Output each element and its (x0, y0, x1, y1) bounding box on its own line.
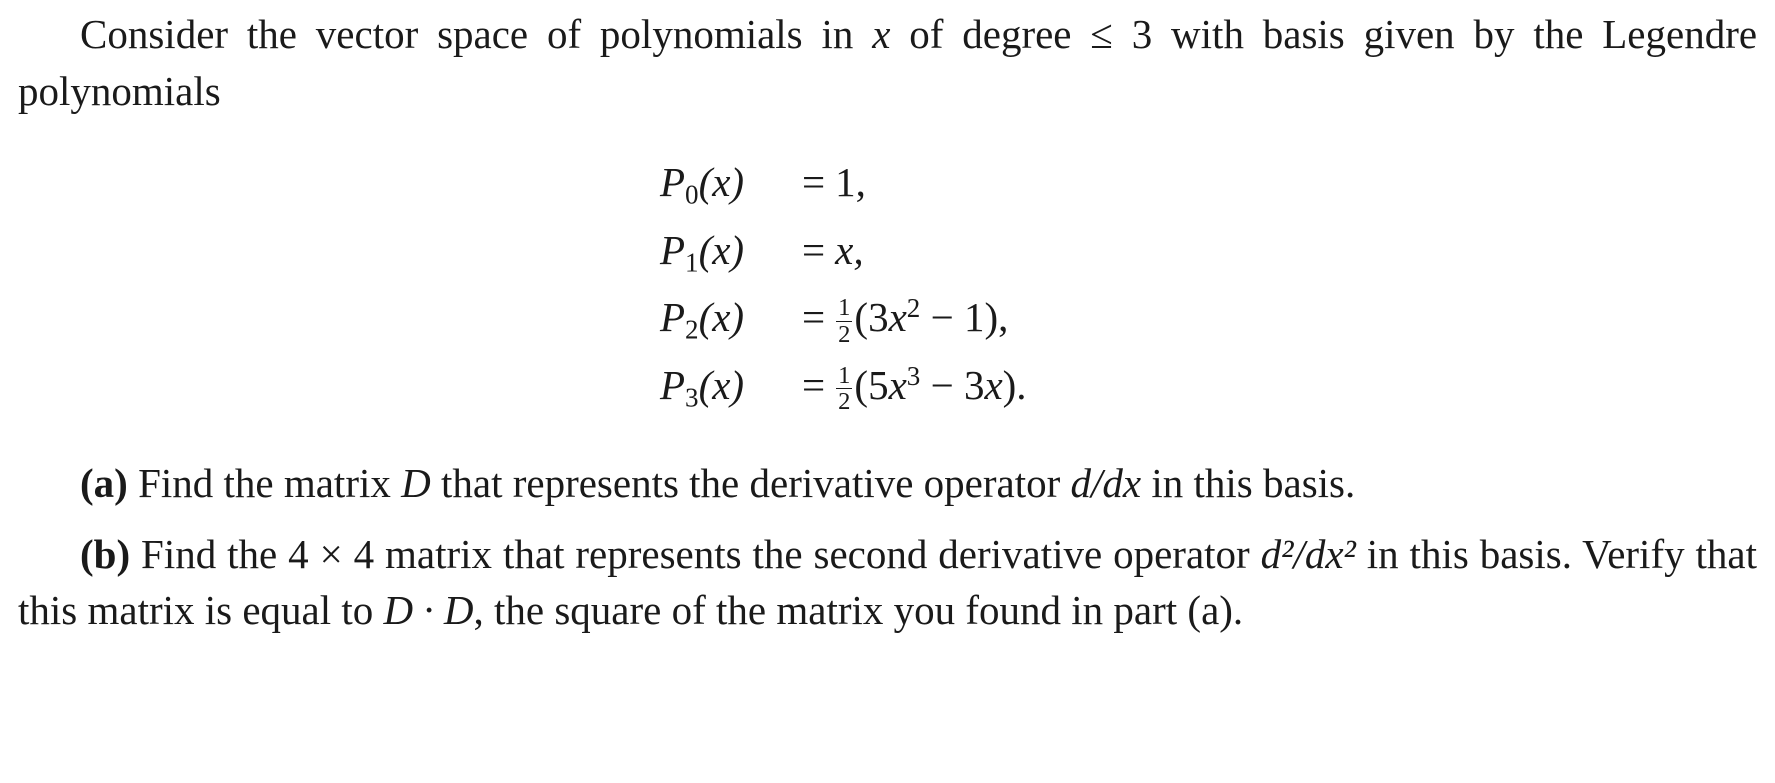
variable-x: x (872, 11, 891, 57)
p-symbol: P (660, 159, 686, 206)
equation-p3-constant-variable: x (984, 361, 1003, 408)
fraction-one-half (836, 295, 852, 346)
equation-p1-lhs (660, 221, 792, 283)
p-argument: (x) (698, 361, 745, 408)
equation-p0 (660, 153, 1775, 215)
equation-p0-rhs: 1, (835, 159, 866, 206)
part-b-text-3: , the square of the matrix you found in part (a). (473, 587, 1244, 634)
equals-sign: = (802, 159, 826, 206)
equation-p3-lhs (660, 356, 792, 418)
part-a-text-1: Find the matrix (138, 460, 391, 507)
equation-p2-close: ), (984, 294, 1009, 341)
derivative-operator-symbol: d/dx (1070, 460, 1142, 507)
p-symbol: P (660, 226, 686, 273)
p-argument: (x) (698, 294, 745, 341)
intro-paragraph (18, 6, 1757, 119)
part-b-text-1: Find the 4 × 4 matrix that represents the second derivative operator (141, 530, 1250, 577)
matrix-d-symbol: D (401, 460, 431, 507)
minus-sign: − (930, 361, 954, 408)
equation-p1-rhs: x, (835, 226, 864, 273)
fraction-numerator: 1 (838, 294, 851, 322)
part-a-label: (a) (80, 460, 128, 507)
equation-p2-lhs (660, 288, 792, 350)
part-b-text-2: in this basis. Verify that this matrix is equal to (18, 530, 1758, 634)
problem-parts (0, 455, 1775, 639)
p-argument: (x) (698, 226, 745, 273)
fraction-one-half (836, 363, 852, 414)
p-subscript: 1 (685, 247, 699, 278)
p-argument: (x) (698, 159, 745, 206)
fraction-denominator: 2 (838, 320, 851, 348)
equation-p3-constant: 3 (963, 361, 985, 408)
intro-text-prefix: Consider the vector space of polynomials in (80, 11, 854, 57)
matrix-d-product-symbol: D · D (383, 587, 474, 634)
p-subscript: 3 (685, 382, 699, 413)
degree-value: 3 (1131, 11, 1153, 57)
part-a-text-2: that represents the derivative operator (440, 460, 1061, 507)
p-subscript: 0 (685, 179, 699, 210)
equation-p3-open: (5 (854, 361, 889, 408)
intro-text-mid: of degree (909, 11, 1072, 57)
equation-p3-variable: x (888, 361, 907, 408)
p-symbol: P (660, 361, 686, 408)
part-b (18, 526, 1757, 639)
equation-p2 (660, 288, 1775, 350)
fraction-numerator: 1 (838, 362, 851, 389)
equation-p2-constant: 1 (963, 294, 985, 341)
equation-p3-exponent: 3 (906, 360, 921, 391)
document-page (0, 6, 1775, 783)
part-b-label: (b) (80, 530, 131, 577)
intro-text-suffix: with basis given by the Legendre polynomials (18, 11, 1758, 114)
equation-p3-close: ). (1002, 361, 1027, 408)
p-subscript: 2 (685, 314, 699, 345)
equation-p2-open: (3 (854, 294, 889, 341)
equals-sign: = (802, 361, 826, 408)
equals-sign: = (802, 294, 826, 341)
fraction-denominator: 2 (838, 388, 851, 416)
p-symbol: P (660, 294, 686, 341)
part-a-text-3: in this basis. (1151, 460, 1356, 507)
legendre-equations-block (0, 153, 1775, 417)
second-derivative-operator-symbol: d²/dx² (1260, 530, 1356, 577)
less-than-equal-symbol: ≤ (1090, 11, 1113, 57)
minus-sign: − (930, 294, 954, 341)
equation-p0-lhs (660, 153, 792, 215)
part-a (18, 455, 1757, 512)
equation-p3 (660, 356, 1775, 418)
equation-p2-variable: x (888, 294, 907, 341)
equals-sign: = (802, 226, 826, 273)
equation-p1 (660, 221, 1775, 283)
equation-p2-exponent: 2 (906, 293, 921, 324)
